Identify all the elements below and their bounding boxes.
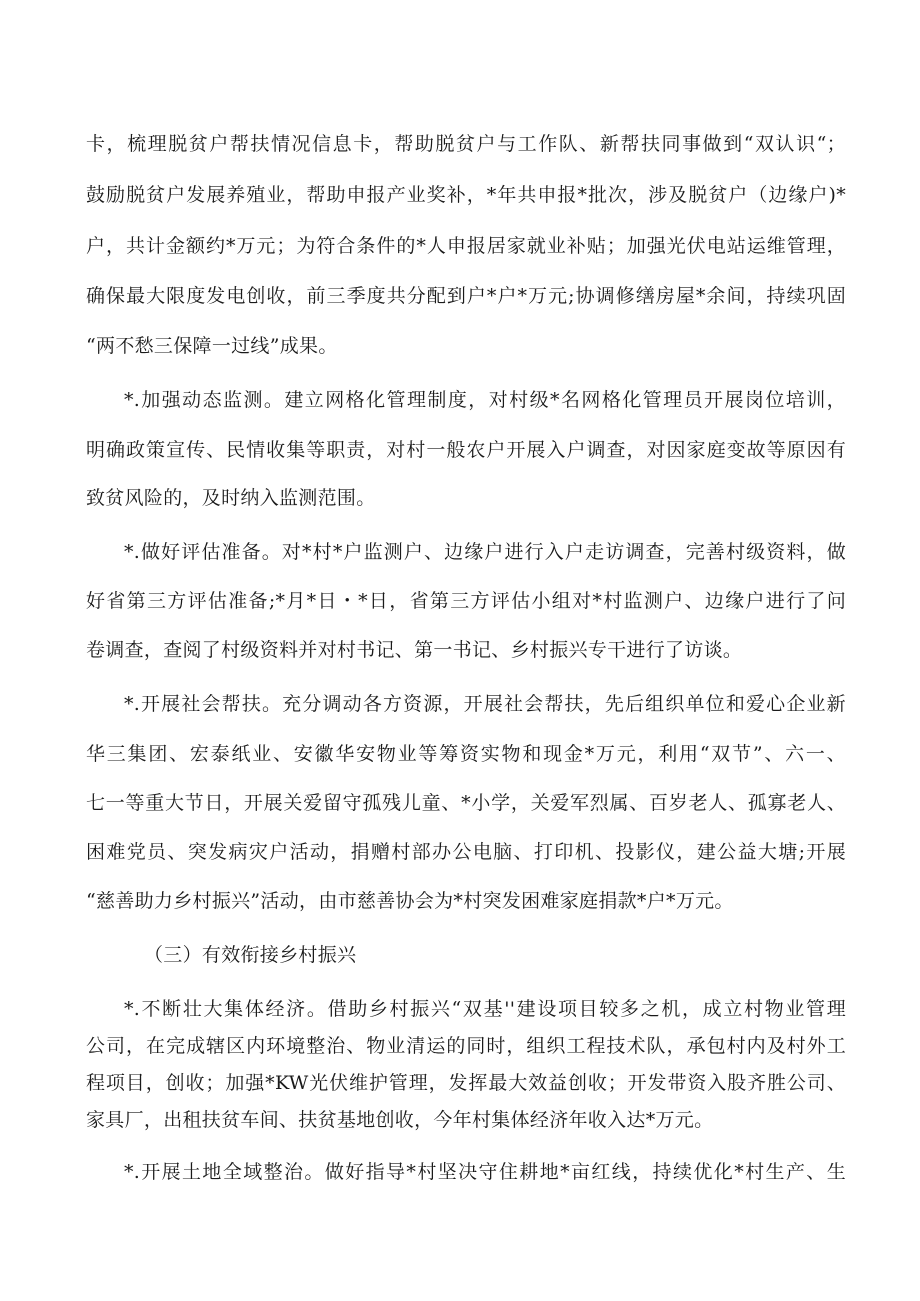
paragraph-line: 卷调查，查阅了村级资料并对村书记、第一书记、乡村振兴专干进行了访谈。 xyxy=(86,639,743,661)
paragraph-line: *.加强动态监测。建立网格化管理制度，对村级*名网格化管理员开展岗位培训， xyxy=(124,389,846,411)
paragraph-line: *.开展社会帮扶。充分调动各方资源，开展社会帮扶，先后组织单位和爱心企业新 xyxy=(124,693,846,715)
paragraph-line: “两不愁三保障一过线”成果。 xyxy=(86,335,338,357)
paragraph-line: 华三集团、宏泰纸业、安徽华安物业等筹资实物和现金*万元，利用“双节”、六一、 xyxy=(86,743,846,765)
paragraph-line: 困难党员、突发病灾户活动，捐赠村部办公电脑、打印机、投影仪，建公益大塘;开展 xyxy=(86,841,846,863)
paragraph-line: *.做好评估准备。对*村*户监测户、边缘户进行入户走访调查，完善村级资料，做 xyxy=(124,541,846,563)
paragraph-line: 致贫风险的，及时纳入监测范围。 xyxy=(86,487,376,509)
paragraph-line: 家具厂，出租扶贫车间、扶贫基地创收，今年村集体经济年收入达*万元。 xyxy=(86,1109,714,1131)
paragraph-line: 鼓励脱贫户发展养殖业，帮助申报产业奖补，*年共申报*批次，涉及脱贫户（边缘户)* xyxy=(86,184,846,206)
paragraph-line: *.不断壮大集体经济。借助乡村振兴“双基''建设项目较多之机，成立村物业管理 xyxy=(124,998,846,1020)
paragraph-line: 公司，在完成辖区内环境整治、物业清运的同时，组织工程技术队，承包村内及村外工 xyxy=(86,1035,846,1057)
paragraph-line: 明确政策宣传、民情收集等职责，对村一般农户开展入户调查，对因家庭变故等原因有 xyxy=(86,439,846,461)
paragraph-line: “慈善助力乡村振兴”活动，由市慈善协会为*村突发困难家庭捐款*户*万元。 xyxy=(86,890,734,912)
paragraph-line: 卡，梳理脱贫户帮扶情况信息卡，帮助脱贫户与工作队、新帮扶同事做到“双认识“； xyxy=(86,133,846,155)
paragraph-line: *.开展土地全域整治。做好指导*村坚决守住耕地*亩红线，持续优化*村生产、生 xyxy=(124,1161,846,1183)
paragraph-line: 好省第三方评估准备;*月*日・*日，省第三方评估小组对*村监测户、边缘户进行了问 xyxy=(86,590,846,612)
section-heading: （三）有效衔接乡村振兴 xyxy=(144,944,357,966)
paragraph-line: 户，共计金额约*万元；为符合条件的*人申报居家就业补贴；加强光伏电站运维管理， xyxy=(86,235,846,257)
paragraph-line: 确保最大限度发电创收，前三季度共分配到户*户*万元;协调修缮房屋*余间，持续巩固 xyxy=(86,285,846,307)
paragraph-line: 程项目，创收；加强*KW光伏维护管理，发挥最大效益创收；开发带资入股齐胜公司、 xyxy=(86,1072,846,1094)
paragraph-line: 七一等重大节日，开展关爱留守孤残儿童、*小学，关爱军烈属、百岁老人、孤寡老人、 xyxy=(86,792,846,814)
